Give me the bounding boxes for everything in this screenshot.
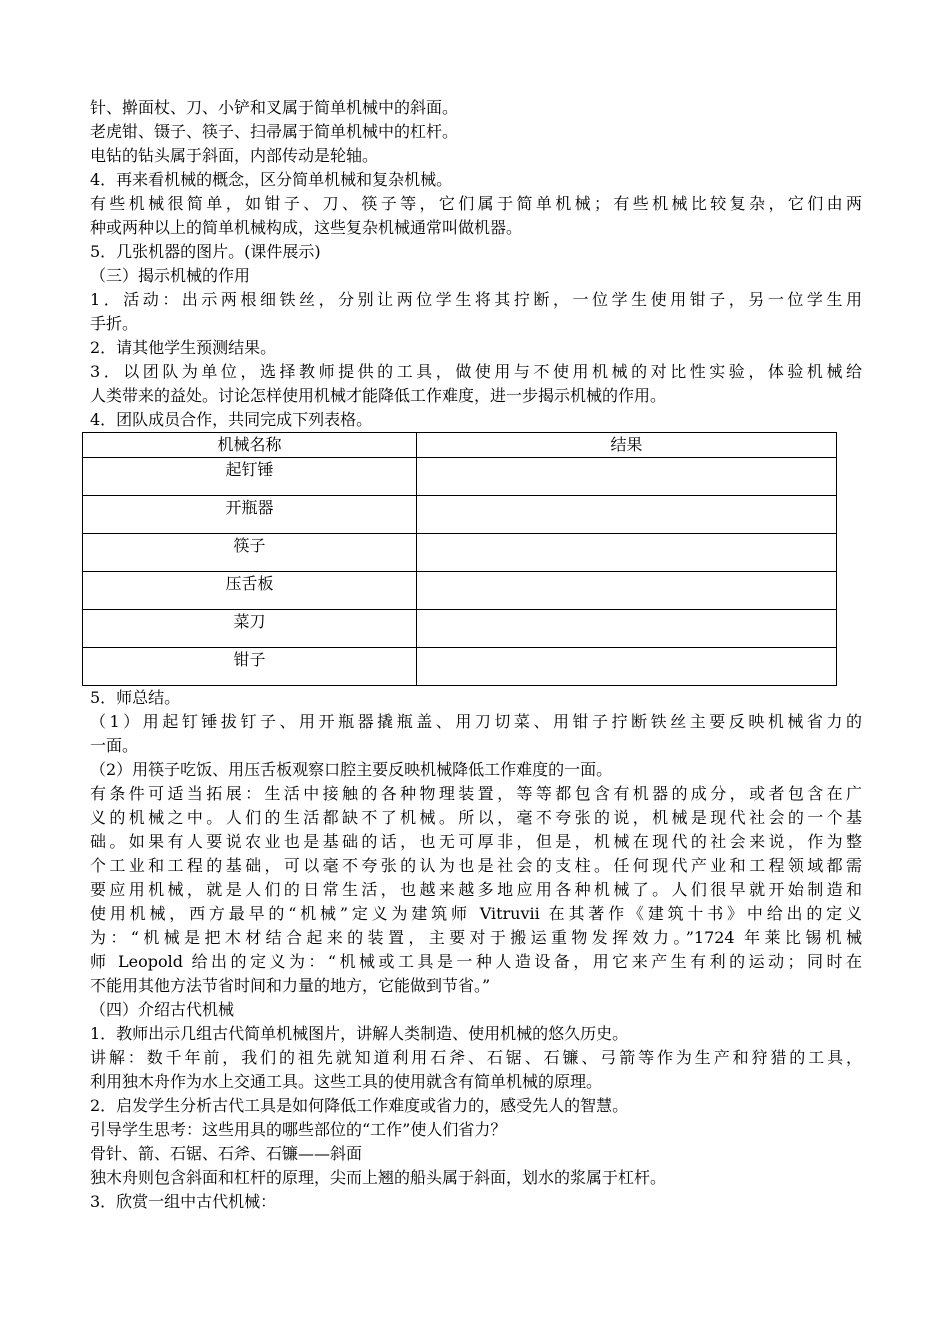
text-line: 人类带来的益处。讨论怎样使用机械才能降低工作难度，进一步揭示机械的作用。 xyxy=(90,386,667,405)
table-row xyxy=(83,572,837,610)
text-line: 引导学生思考：这些用具的哪些部位的“工作”使人们省力？ xyxy=(90,1120,507,1139)
text-line: 1．教师出示几组古代简单机械图片，讲解人类制造、使用机械的悠久历史。 xyxy=(90,1024,629,1043)
text-line: 3．以团队为单位，选择教师提供的工具，做使用与不使用机械的对比性实验，体验机械给 xyxy=(90,362,862,381)
text-line: （1）用起钉锤拔钉子、用开瓶器撬瓶盖、用刀切菜、用钳子拧断铁丝主要反映机械省力的 xyxy=(90,712,862,731)
text-line: 使用机械，西方最早的“机械”定义为建筑师 Vitruvii 在其著作《建筑十书》中给出的定义 xyxy=(90,904,862,923)
text-line: 2．启发学生分析古代工具是如何降低工作难度或省力的，感受先人的智慧。 xyxy=(90,1096,629,1115)
text-line: 5．几张机器的图片。(课件展示) xyxy=(90,242,321,261)
text-line: 一面。 xyxy=(90,736,139,755)
machine-name-cell: 钳子 xyxy=(83,648,417,686)
text-line: 有条件可适当拓展：生活中接触的各种物理装置，等等都包含有机器的成分，或者包含在广 xyxy=(90,784,862,803)
table-row xyxy=(83,496,837,534)
text-line: 种或两种以上的简单机械构成，这些复杂机械通常叫做机器。 xyxy=(90,218,523,237)
text-line: 义的机械之中。人们的生活都缺不了机械。所以，毫不夸张的说，机械是现代社会的一个基 xyxy=(90,808,862,827)
machine-name-cell: 菜刀 xyxy=(83,610,417,648)
machine-name-cell: 起钉锤 xyxy=(83,458,417,496)
machine-results-table xyxy=(82,432,837,686)
text-line: 电钻的钻头属于斜面，内部传动是轮轴。 xyxy=(90,146,379,165)
text-line: 有些机械很简单，如钳子、刀、筷子等，它们属于简单机械；有些机械比较复杂，它们由两 xyxy=(90,194,862,213)
text-line: 针、擀面杖、刀、小铲和叉属于简单机械中的斜面。 xyxy=(90,98,459,117)
text-line: 讲解：数千年前，我们的祖先就知道利用石斧、石锯、石镰、弓箭等作为生产和狩猎的工具， xyxy=(90,1048,862,1067)
result-cell[interactable] xyxy=(416,610,836,648)
text-line: 老虎钳、镊子、筷子、扫帚属于简单机械中的杠杆。 xyxy=(90,122,459,141)
document-page xyxy=(90,96,862,1214)
text-line: 要应用机械，就是人们的日常生活，也越来越多地应用各种机械了。人们很早就开始制造和 xyxy=(90,880,862,899)
text-line: 个工业和工程的基础，可以毫不夸张的认为也是社会的支柱。任何现代产业和工程领域都需 xyxy=(90,856,862,875)
table-row xyxy=(83,648,837,686)
header-machine-name: 机械名称 xyxy=(83,433,417,458)
text-line: 不能用其他方法节省时间和力量的地方，它能做到节省。” xyxy=(90,976,491,995)
text-line: 利用独木舟作为水上交通工具。这些工具的使用就含有简单机械的原理。 xyxy=(90,1072,603,1091)
text-line: 手折。 xyxy=(90,314,139,333)
text-line: 3．欣赏一组中古代机械： xyxy=(90,1192,277,1211)
machine-name-cell: 筷子 xyxy=(83,534,417,572)
text-line: 骨针、箭、石锯、石斧、石镰——斜面 xyxy=(90,1144,363,1163)
text-line: 础。如果有人要说农业也是基础的话，也无可厚非，但是，机械在现代的社会来说，作为整 xyxy=(90,832,862,851)
section-heading: （四）介绍古代机械 xyxy=(90,1000,235,1019)
text-line: （2）用筷子吃饭、用压舌板观察口腔主要反映机械降低工作难度的一面。 xyxy=(90,760,613,779)
text-line: 4．再来看机械的概念，区分简单机械和复杂机械。 xyxy=(90,170,453,189)
text-line: 独木舟则包含斜面和杠杆的原理，尖而上翘的船头属于斜面，划水的浆属于杠杆。 xyxy=(90,1168,667,1187)
result-cell[interactable] xyxy=(416,458,836,496)
text-line: 2．请其他学生预测结果。 xyxy=(90,338,277,357)
result-cell[interactable] xyxy=(416,534,836,572)
result-cell[interactable] xyxy=(416,496,836,534)
text-line: 5．师总结。 xyxy=(90,688,181,707)
text-line: 1．活动：出示两根细铁丝，分别让两位学生将其拧断，一位学生使用钳子，另一位学生用 xyxy=(90,290,862,309)
result-cell[interactable] xyxy=(416,572,836,610)
machine-name-cell: 压舌板 xyxy=(83,572,417,610)
section-heading: （三）揭示机械的作用 xyxy=(90,266,251,285)
table-header-row xyxy=(83,433,837,458)
text-line: 为：“机械是把木材结合起来的装置，主要对于搬运重物发挥效力。”1724 年莱比锡机械 xyxy=(90,928,862,947)
result-cell[interactable] xyxy=(416,648,836,686)
header-result: 结果 xyxy=(416,433,836,458)
machine-name-cell: 开瓶器 xyxy=(83,496,417,534)
text-line: 4．团队成员合作，共同完成下列表格。 xyxy=(90,410,373,429)
table-row xyxy=(83,458,837,496)
table-row xyxy=(83,610,837,648)
table-row xyxy=(83,534,837,572)
text-line: 师 Leopold 给出的定义为：“机械或工具是一种人造设备，用它来产生有利的运动；同时在 xyxy=(90,952,862,971)
